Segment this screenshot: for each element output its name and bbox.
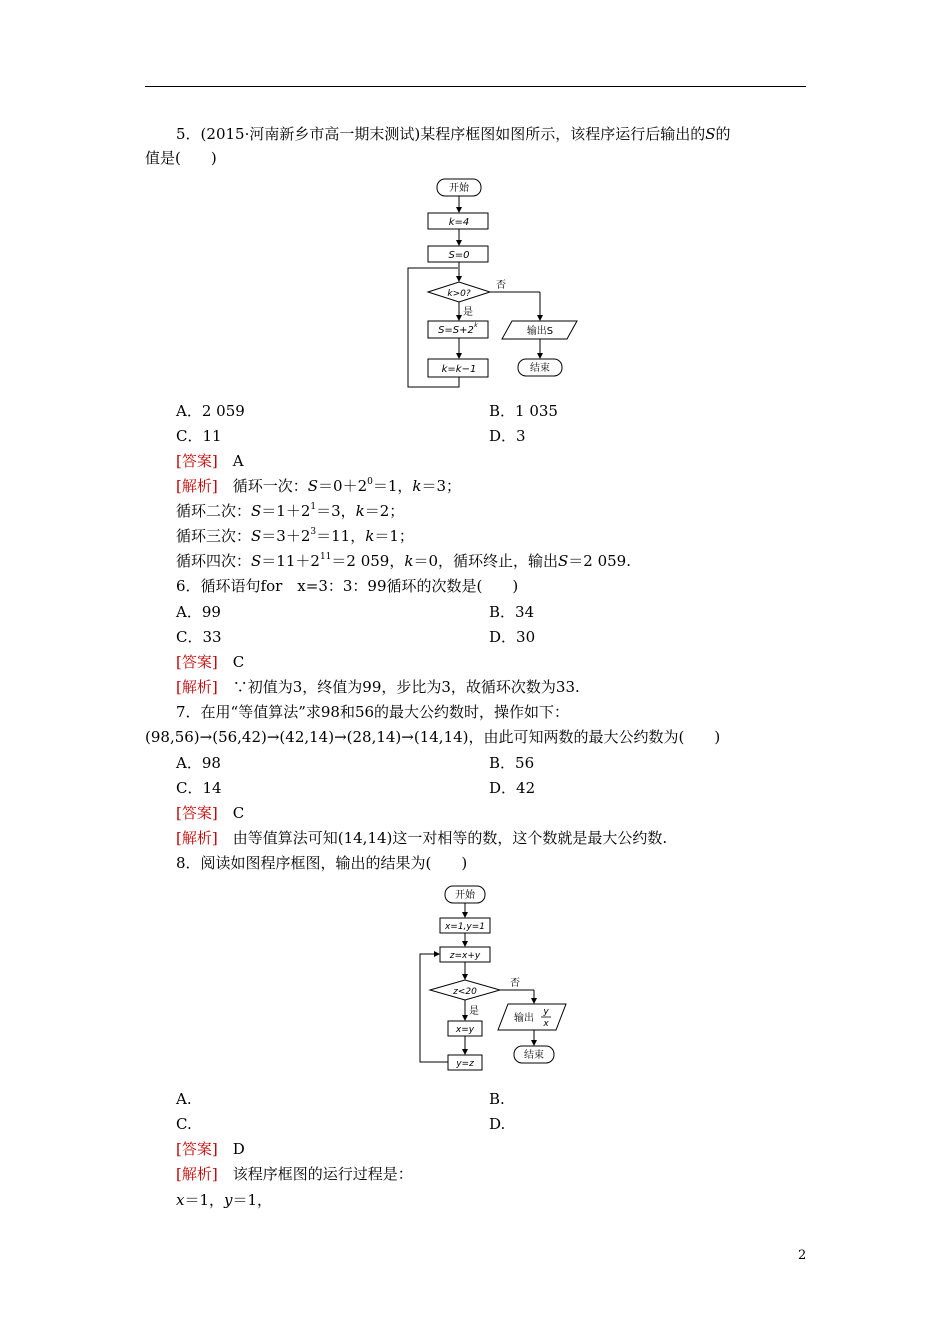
q8-flowchart <box>410 880 590 1075</box>
q7-option-c: C．14 <box>176 779 222 797</box>
q5-step4-pre: 循环四次： <box>176 552 252 570</box>
q5-analysis-line4 <box>176 551 631 571</box>
q5-body1-exp: k <box>474 322 478 329</box>
q8-analysis-line <box>176 1164 413 1184</box>
q5-option-c: C．11 <box>176 427 222 445</box>
q5-end-label: 结束 <box>530 363 550 374</box>
q5-step2-eq1: ＝1＋2 <box>261 502 311 520</box>
q8-analysis-step1 <box>176 1190 272 1210</box>
q8-option-c: C. <box>176 1115 192 1133</box>
q5-analysis-tag: [解析] <box>176 477 218 495</box>
q5-step3-s: S <box>251 527 262 545</box>
q7-stem-line2: (98,56)→(56,42)→(42,14)→(28,14)→(14,14)，由此可知两数的最大公约数为( ) <box>145 728 721 746</box>
q7-analysis-tag: [解析] <box>176 829 218 847</box>
q8-analysis: 该程序框图的运行过程是： <box>232 1165 413 1183</box>
q6-analysis: ∵初值为3，终值为99，步比为3，故循环次数为33. <box>232 678 580 696</box>
header-rule <box>145 86 806 87</box>
q8-output-label: 输出 <box>514 1013 534 1024</box>
q5-step4-s2: S <box>557 552 569 570</box>
q5-analysis-line3 <box>176 526 414 546</box>
q5-step3-eq2: ＝11， <box>316 527 366 545</box>
q6-analysis-line <box>176 677 580 697</box>
q6-answer: C <box>232 653 245 671</box>
q5-stem-text: (2015·河南新乡市高一期末测试)某程序框图如图所示，该程序运行后输出的 <box>200 125 706 143</box>
q7-stem-line1: 7．在用“等值算法”求98和56的最大公约数时，操作如下： <box>176 703 570 721</box>
q5-body2-label: k=k−1 <box>441 364 477 375</box>
q5-no-label: 否 <box>496 280 506 291</box>
q5-answer-tag: [答案] <box>176 452 218 470</box>
q7-analysis: 由等值算法可知(14,14)这一对相等的数，这个数就是最大公约数. <box>232 829 668 847</box>
q8-step-x: x <box>176 1191 185 1209</box>
q5-step1-pre: 循环一次： <box>232 477 308 495</box>
q8-stem: 8．阅读如图程序框图，输出的结果为( ) <box>176 854 468 872</box>
q5-step1-eq2: ＝1， <box>372 477 413 495</box>
q8-answer-line <box>176 1139 245 1159</box>
q8-option-a: A. <box>176 1090 192 1108</box>
q6-analysis-tag: [解析] <box>176 678 218 696</box>
q5-step4-eq4: ＝2 059. <box>568 552 631 570</box>
q8-no-label: 否 <box>510 978 520 989</box>
q5-step3-eq1: ＝3＋2 <box>261 527 311 545</box>
q5-step4-eq3: ＝0，循环终止，输出 <box>413 552 558 570</box>
q8-option-b: B. <box>489 1090 505 1108</box>
q7-option-a: A．98 <box>176 754 221 772</box>
q5-step4-k: k <box>404 552 414 570</box>
q5-option-b: B．1 035 <box>489 402 558 420</box>
q7-option-d: D．42 <box>489 779 536 797</box>
q7-analysis-line <box>176 828 667 848</box>
q5-step2-eq2: ＝3， <box>316 502 356 520</box>
q7-answer-tag: [答案] <box>176 804 218 822</box>
q8-condition-label: z<20 <box>453 987 477 997</box>
q7-option-b: B．56 <box>489 754 535 772</box>
q5-condition-label: k>0? <box>447 289 471 299</box>
q8-end-label: 结束 <box>524 1050 544 1061</box>
page-number: 2 <box>798 1248 807 1263</box>
q8-step-eq1: ＝1， <box>184 1191 225 1209</box>
q5-number: 5． <box>176 125 201 143</box>
q8-yes-label: 是 <box>469 1006 479 1017</box>
q5-step3-eq3: ＝1； <box>374 527 414 545</box>
q5-stem-tail: 的 <box>715 125 731 143</box>
q8-body1-label: x=y <box>455 1025 475 1035</box>
q5-start-label: 开始 <box>449 183 469 194</box>
q8-frac-den: x <box>543 1019 549 1029</box>
q5-option-a: A．2 059 <box>176 402 245 420</box>
q5-step3-exp: 3 <box>310 527 317 537</box>
q5-step1-s: S <box>307 477 319 495</box>
q5-step4-s: S <box>251 552 262 570</box>
q5-output-label: 输出S <box>526 326 554 337</box>
q5-step4-exp: 11 <box>319 552 332 562</box>
q5-step2-pre: 循环二次： <box>176 502 252 520</box>
q5-init-k-label: k=4 <box>448 217 470 228</box>
q8-answer-tag: [答案] <box>176 1140 218 1158</box>
q5-analysis-line1 <box>176 476 461 496</box>
q5-step3-k: k <box>365 527 375 545</box>
q8-frac-num: y <box>543 1007 549 1017</box>
q6-option-b: B．34 <box>489 603 535 621</box>
q8-step-eq2: ＝1， <box>232 1191 273 1209</box>
q5-yes-label: 是 <box>463 307 473 318</box>
q8-body2-label: y=z <box>456 1059 474 1069</box>
q6-stem: 6．循环语句for x=3：3：99循环的次数是( ) <box>176 577 519 595</box>
q6-option-c: C．33 <box>176 628 222 646</box>
q8-answer: D <box>232 1140 245 1158</box>
q8-option-d: D. <box>489 1115 506 1133</box>
q5-step1-k: k <box>412 477 422 495</box>
q5-step4-eq2: ＝2 059， <box>331 552 405 570</box>
q5-answer-line <box>176 451 244 471</box>
q5-body1-label: S=S+2 <box>438 325 474 336</box>
q6-option-a: A．99 <box>176 603 221 621</box>
q5-option-d: D．3 <box>489 427 526 445</box>
q8-calc-label: z=x+y <box>449 951 481 961</box>
q8-init-label: x=1,y=1 <box>444 922 486 932</box>
q5-step2-exp: 1 <box>310 502 317 512</box>
q5-stem-line2: 值是( ) <box>145 149 217 167</box>
q5-step3-pre: 循环三次： <box>176 527 252 545</box>
q5-step1-eq1: ＝0＋2 <box>318 477 368 495</box>
q5-init-s-label: S=0 <box>448 250 470 261</box>
q7-answer-line <box>176 803 244 823</box>
q8-step-y: y <box>224 1191 233 1209</box>
q6-answer-line <box>176 652 244 672</box>
q5-step1-exp: 0 <box>367 477 373 487</box>
q8-start-label: 开始 <box>455 890 475 901</box>
q5-stem-line1 <box>176 124 731 144</box>
q5-step2-k: k <box>355 502 365 520</box>
q5-step2-eq3: ＝2； <box>364 502 405 520</box>
q5-flowchart <box>400 172 590 392</box>
q8-analysis-tag: [解析] <box>176 1165 218 1183</box>
q6-answer-tag: [答案] <box>176 653 218 671</box>
q6-option-d: D．30 <box>489 628 536 646</box>
q5-step4-eq1: ＝11＋2 <box>261 552 320 570</box>
q5-stem-var: S <box>705 125 716 143</box>
q5-step2-s: S <box>251 502 262 520</box>
q5-step1-eq3: ＝3； <box>421 477 462 495</box>
q5-answer: A <box>232 452 244 470</box>
q7-answer: C <box>232 804 245 822</box>
q5-analysis-line2 <box>176 501 404 521</box>
